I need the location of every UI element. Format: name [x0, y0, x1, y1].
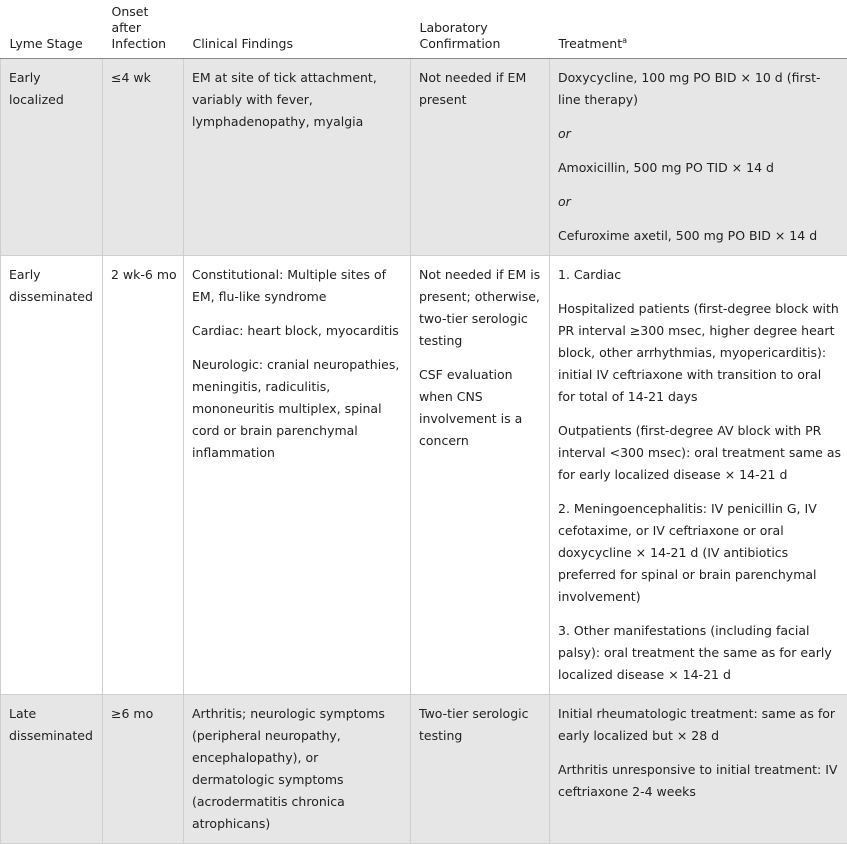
stage-text: Late disseminated: [9, 706, 93, 743]
header-treatment-footnote-mark: a: [622, 36, 627, 45]
treatment-paragraph: 1. Cardiac: [558, 264, 841, 286]
header-stage: Lyme Stage: [1, 0, 103, 59]
treatment-paragraph: Hospitalized patients (first-degree block with PR interval ≥300 msec, higher degree heart block, other arrhythmias, myopericarditis): initial IV ceftriaxone with transition to oral for total of 14-21 days: [558, 298, 841, 408]
lab-paragraph: Two-tier serologic testing: [419, 703, 543, 747]
findings-paragraph: EM at site of tick attachment, variably with fever, lymphadenopathy, myalgia: [192, 67, 404, 133]
header-lab: Laboratory Confirmation: [411, 0, 550, 59]
treatment-paragraph: Arthritis unresponsive to initial treatment: IV ceftriaxone 2-4 weeks: [558, 759, 841, 803]
treatment-paragraph: Doxycycline, 100 mg PO BID × 10 d (first-line therapy): [558, 67, 841, 111]
cell-stage: [1, 59, 103, 256]
table-body: [1, 59, 847, 844]
cell-findings: [184, 256, 411, 695]
table-row: [1, 695, 847, 844]
treatment-paragraph: 2. Meningoencephalitis: IV penicillin G, IV cefotaxime, or IV ceftriaxone or oral doxycycline × 14-21 d (IV antibiotics preferred for spinal or brain parenchymal involvement): [558, 498, 841, 608]
treatment-paragraph: Cefuroxime axetil, 500 mg PO BID × 14 d: [558, 225, 841, 247]
header-treatment-label: Treatment: [559, 36, 623, 51]
lab-paragraph: Not needed if EM present: [419, 67, 543, 111]
stage-text: Early localized: [9, 70, 64, 107]
cell-findings: [184, 59, 411, 256]
cell-treatment: [550, 59, 847, 256]
header-row: [1, 0, 847, 59]
cell-lab: [411, 695, 550, 844]
treatment-paragraph: Outpatients (first-degree AV block with PR interval <300 msec): oral treatment same as for early localized disease × 14-21 d: [558, 420, 841, 486]
onset-text: ≥6 mo: [111, 706, 153, 721]
header-treatment: [550, 0, 847, 59]
cell-lab: [411, 256, 550, 695]
or-separator: or: [558, 191, 841, 213]
cell-treatment: [550, 695, 847, 844]
treatment-paragraph: 3. Other manifestations (including facial palsy): oral treatment the same as for early localized disease × 14-21 d: [558, 620, 841, 686]
treatment-paragraph: Amoxicillin, 500 mg PO TID × 14 d: [558, 157, 841, 179]
header-findings: Clinical Findings: [184, 0, 411, 59]
cell-onset: [103, 59, 184, 256]
stage-text: Early disseminated: [9, 267, 93, 304]
table-row: [1, 59, 847, 256]
or-separator: or: [558, 123, 841, 145]
header-onset: Onset after Infection: [103, 0, 184, 59]
cell-stage: [1, 695, 103, 844]
findings-paragraph: Arthritis; neurologic symptoms (peripheral neuropathy, encephalopathy), or dermatologic symptoms (acrodermatitis chronica atrophicans): [192, 703, 404, 835]
cell-onset: [103, 695, 184, 844]
lab-paragraph: CSF evaluation when CNS involvement is a concern: [419, 364, 543, 452]
treatment-paragraph: Initial rheumatologic treatment: same as for early localized but × 28 d: [558, 703, 841, 747]
onset-text: 2 wk-6 mo: [111, 267, 177, 282]
onset-text: ≤4 wk: [111, 70, 151, 85]
cell-treatment: [550, 256, 847, 695]
findings-paragraph: Constitutional: Multiple sites of EM, flu-like syndrome: [192, 264, 404, 308]
cell-findings: [184, 695, 411, 844]
cell-lab: [411, 59, 550, 256]
findings-paragraph: Neurologic: cranial neuropathies, meningitis, radiculitis, mononeuritis multiplex, spinal cord or brain parenchymal inflammation: [192, 354, 404, 464]
cell-onset: [103, 256, 184, 695]
table-row: [1, 256, 847, 695]
findings-paragraph: Cardiac: heart block, myocarditis: [192, 320, 404, 342]
lab-paragraph: Not needed if EM is present; otherwise, two-tier serologic testing: [419, 264, 543, 352]
cell-stage: [1, 256, 103, 695]
